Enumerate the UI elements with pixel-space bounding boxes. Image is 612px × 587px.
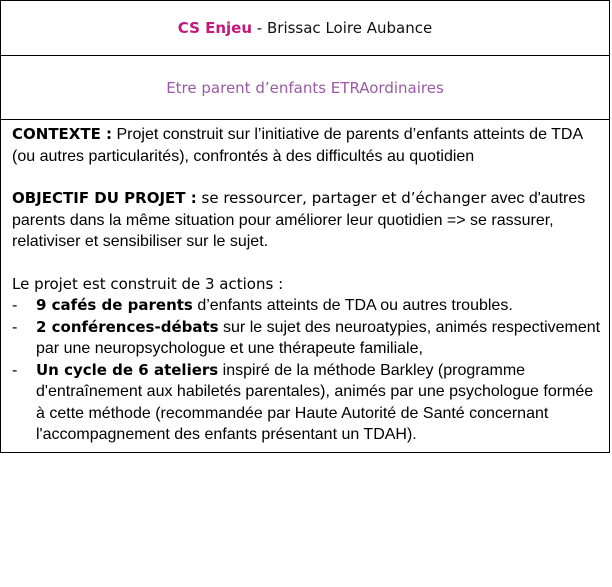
action-text: sur le sujet des neuroatypies, animés respectivement par une neuropsychologue et une thérapeute familiale, (36, 318, 601, 357)
header-cell (1, 1, 610, 56)
contexte-label: CONTEXTE : (12, 125, 113, 143)
objectif-text: avec d'autres parents dans la même situation pour améliorer leur quotidien => se rassurer, relativiser et sensibiliser sur le sujet. (12, 190, 586, 250)
subtitle-cell (1, 56, 610, 120)
action-item (12, 360, 601, 446)
contexte-text: Projet construit sur l’initiative de parents d’enfants atteints de TDA (ou autres particularités), confrontés à des difficultés au quotidien (12, 126, 583, 165)
action-item (12, 295, 601, 317)
spacer (12, 167, 601, 188)
actions-intro: Le projet est construit de 3 actions : (12, 274, 284, 293)
location-name: Brissac Loire Aubance (266, 19, 433, 37)
objectif-paragraph (12, 188, 601, 253)
objectif-label: OBJECTIF DU PROJET : (12, 189, 197, 207)
list-dash: - (12, 317, 18, 336)
actions-list (12, 295, 601, 446)
contexte-paragraph (12, 124, 601, 167)
objectif-lead: se ressourcer, partager et d’échanger (196, 189, 487, 207)
action-title: 9 cafés de parents (36, 296, 193, 314)
action-text: d’enfants atteints de TDA ou autres troubles. (192, 297, 513, 314)
list-dash: - (12, 296, 18, 314)
project-title: Etre parent d’enfants ETRAordinaires (166, 78, 444, 97)
action-title: 2 conférences-débats (36, 317, 219, 336)
list-dash: - (12, 360, 18, 379)
action-title: Un cycle de 6 ateliers (36, 360, 219, 379)
action-text: inspiré de la méthode Barkley (programme d'entraînement aux habiletés parentales), animés par une psychologue formée à cette méthode (recommandée par Haute Autorité de Santé concernant l'accompagnement des enfants présentant un TDAH). (36, 361, 594, 443)
header-separator: - (252, 19, 267, 37)
organization-name: CS Enjeu (177, 19, 253, 37)
body-cell (1, 120, 610, 453)
spacer (12, 253, 601, 274)
action-item (12, 317, 601, 360)
